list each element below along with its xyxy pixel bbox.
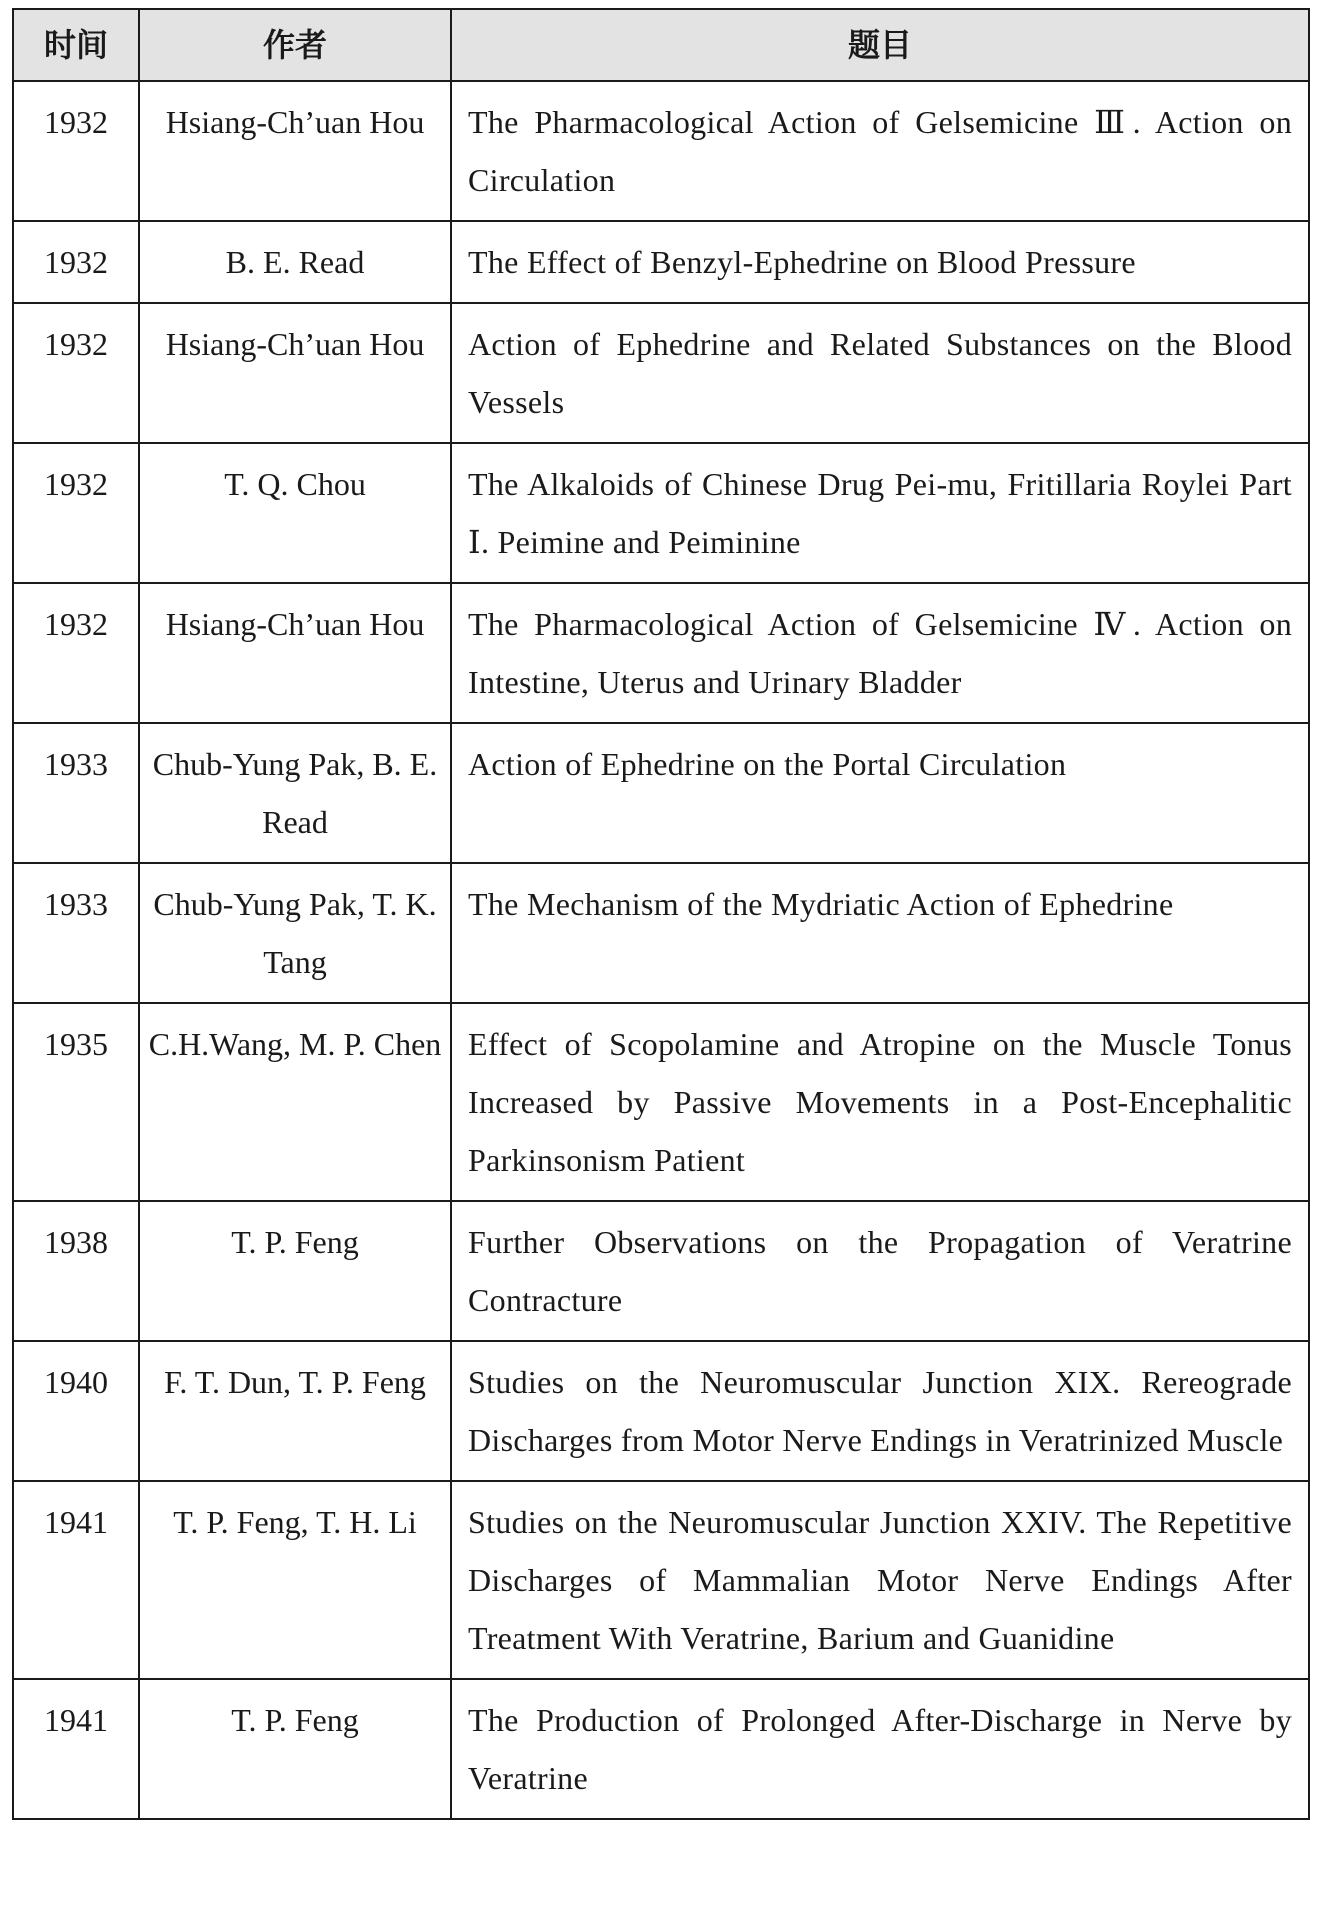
table-row (13, 303, 1309, 443)
cell-title: Effect of Scopolamine and Atropine on the Muscle Tonus Increased by Passive Movements in a Post-Encephalitic Parkinsonism Patient (451, 1003, 1309, 1201)
table-row (13, 1679, 1309, 1819)
cell-title: Studies on the Neuromuscular Junction XIX. Rereograde Discharges from Motor Nerve Endings in Veratrinized Muscle (451, 1341, 1309, 1481)
cell-title: The Production of Prolonged After-Discharge in Nerve by Veratrine (451, 1679, 1309, 1819)
cell-author: Hsiang-Ch’uan Hou (139, 303, 451, 443)
cell-title: The Pharmacological Action of Gelsemicine Ⅳ. Action on Intestine, Uterus and Urinary Bladder (451, 583, 1309, 723)
cell-author: Chub-Yung Pak, B. E. Read (139, 723, 451, 863)
table-row (13, 583, 1309, 723)
cell-author: B. E. Read (139, 221, 451, 303)
cell-year: 1932 (13, 443, 139, 583)
cell-year: 1933 (13, 863, 139, 1003)
cell-author: Hsiang-Ch’uan Hou (139, 583, 451, 723)
table-row (13, 1201, 1309, 1341)
cell-year: 1941 (13, 1481, 139, 1679)
cell-year: 1932 (13, 303, 139, 443)
cell-author: C.H.Wang, M. P. Chen (139, 1003, 451, 1201)
table-row (13, 1341, 1309, 1481)
header-year: 时间 (13, 9, 139, 81)
cell-year: 1938 (13, 1201, 139, 1341)
cell-year: 1932 (13, 81, 139, 221)
table-row (13, 1003, 1309, 1201)
table-row (13, 1481, 1309, 1679)
cell-year: 1932 (13, 221, 139, 303)
cell-year: 1933 (13, 723, 139, 863)
cell-title: The Pharmacological Action of Gelsemicine Ⅲ. Action on Circulation (451, 81, 1309, 221)
cell-title: The Mechanism of the Mydriatic Action of Ephedrine (451, 863, 1309, 1003)
cell-author: T. P. Feng (139, 1201, 451, 1341)
cell-title: Action of Ephedrine on the Portal Circulation (451, 723, 1309, 863)
table-row (13, 863, 1309, 1003)
publication-table (12, 8, 1310, 1820)
table-body (13, 81, 1309, 1819)
cell-year: 1940 (13, 1341, 139, 1481)
cell-author: F. T. Dun, T. P. Feng (139, 1341, 451, 1481)
table-header (13, 9, 1309, 81)
publication-table-container (12, 8, 1308, 1820)
header-title: 题目 (451, 9, 1309, 81)
header-row (13, 9, 1309, 81)
cell-year: 1932 (13, 583, 139, 723)
cell-year: 1941 (13, 1679, 139, 1819)
table-row (13, 443, 1309, 583)
header-author: 作者 (139, 9, 451, 81)
cell-title: Action of Ephedrine and Related Substances on the Blood Vessels (451, 303, 1309, 443)
cell-author: T. P. Feng, T. H. Li (139, 1481, 451, 1679)
table-row (13, 723, 1309, 863)
cell-author: Hsiang-Ch’uan Hou (139, 81, 451, 221)
cell-title: The Alkaloids of Chinese Drug Pei-mu, Fritillaria Roylei Part Ⅰ. Peimine and Peiminine (451, 443, 1309, 583)
cell-title: Further Observations on the Propagation of Veratrine Contracture (451, 1201, 1309, 1341)
table-row (13, 81, 1309, 221)
table-row (13, 221, 1309, 303)
cell-year: 1935 (13, 1003, 139, 1201)
cell-author: T. P. Feng (139, 1679, 451, 1819)
cell-author: Chub-Yung Pak, T. K. Tang (139, 863, 451, 1003)
cell-title: The Effect of Benzyl-Ephedrine on Blood Pressure (451, 221, 1309, 303)
cell-title: Studies on the Neuromuscular Junction XXIV. The Repetitive Discharges of Mammalian Motor Nerve Endings After Treatment With Veratrine, Barium and Guanidine (451, 1481, 1309, 1679)
cell-author: T. Q. Chou (139, 443, 451, 583)
